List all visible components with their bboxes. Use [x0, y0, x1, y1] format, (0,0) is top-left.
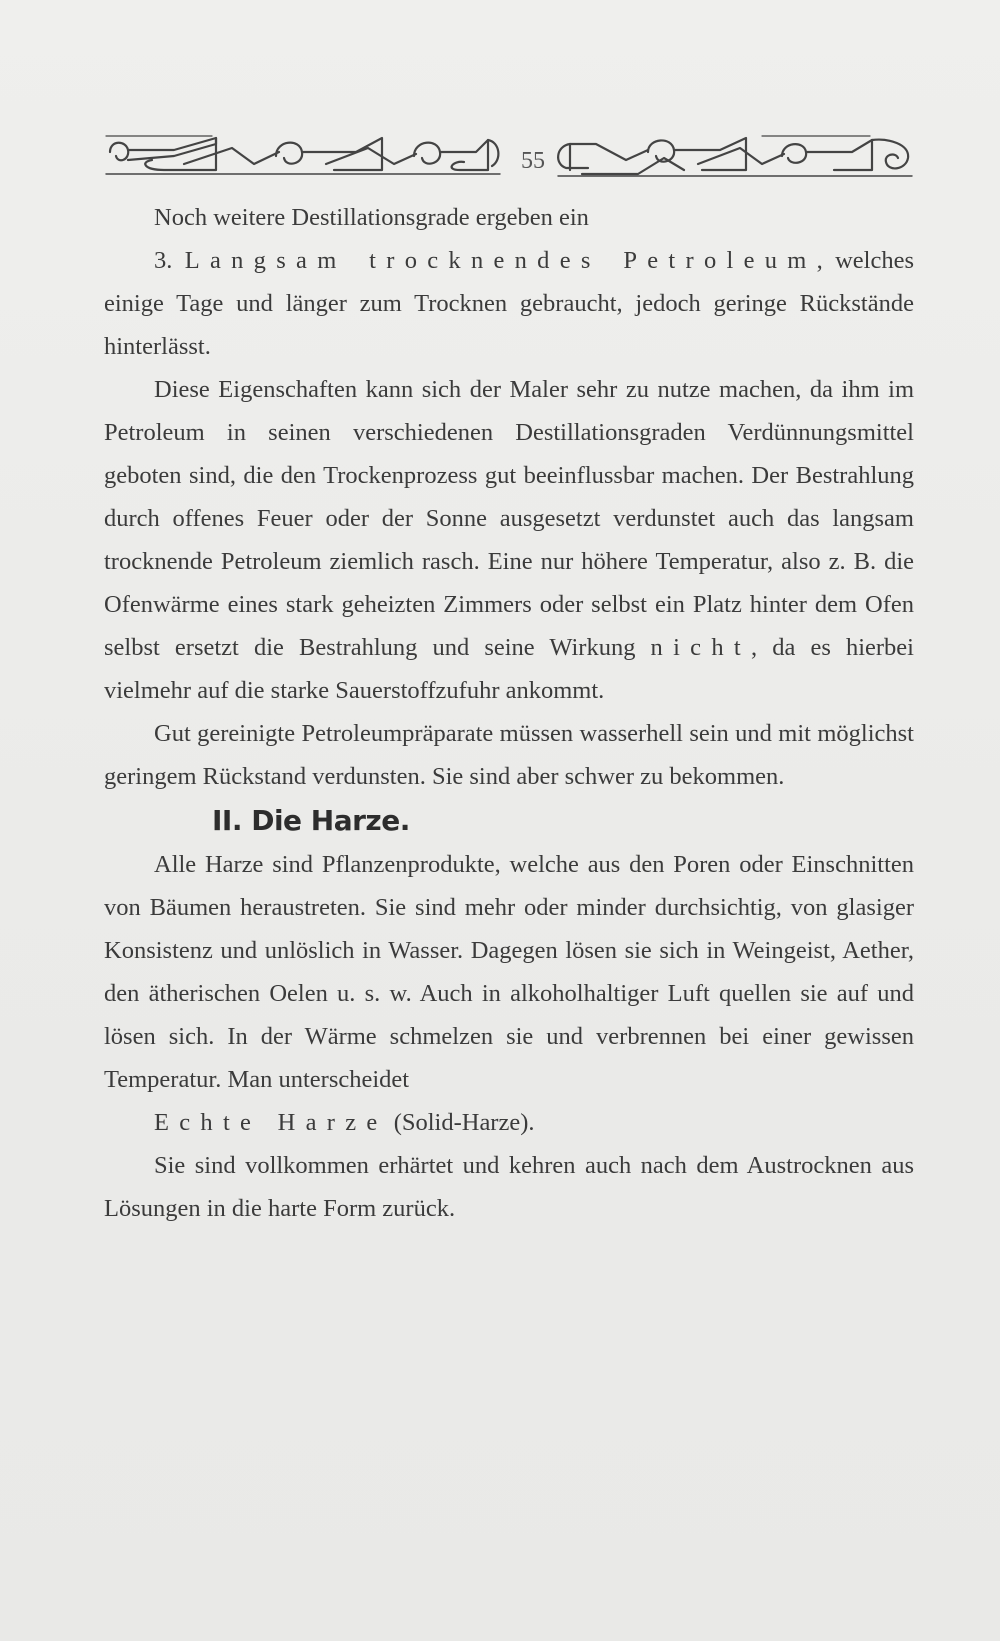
spaced-term: Echte Harze	[154, 1109, 388, 1136]
paragraph: Gut gereinigte Petroleumpräparate müssen wasserhell sein und mit möglichst geringem Rückstand verdunsten. Sie sind aber schwer zu bekommen.	[104, 720, 914, 790]
art-nouveau-scroll-ornament-icon	[104, 130, 504, 182]
paragraph-text: (Solid-Harze).	[387, 1109, 535, 1136]
paragraph	[104, 239, 914, 368]
paragraph	[104, 368, 914, 712]
art-nouveau-scroll-ornament-icon	[552, 130, 914, 182]
paragraph-text: , da es hierbei vielmehr auf die starke Sauerstoffzufuhr ankommt.	[104, 634, 914, 704]
paragraph: Sie sind vollkommen erhärtet und kehren auch nach dem Austrocknen aus Lösungen in die harte Form zurück.	[104, 1152, 914, 1222]
section-heading: II. Die Harze.	[212, 804, 410, 837]
page-number: 55	[521, 148, 545, 174]
spaced-term: nicht	[650, 634, 751, 661]
spaced-term: Langsam trocknendes Petroleum	[184, 247, 817, 274]
paragraph-text: , welches einige Tage und länger zum Trocknen gebraucht, jedoch geringe Rückstände hinterlässt.	[104, 247, 914, 360]
paragraph: Alle Harze sind Pflanzenprodukte, welche aus den Poren oder Einschnitten von Bäumen heraustreten. Sie sind mehr oder minder durchsichtig, von glasiger Konsistenz und unlöslich in Wasser. Dagegen lösen sie sich in Weingeist, Aether, den ätherischen Oelen u. s. w. Auch in alkoholhaltiger Luft quellen sie auf und lösen sich. In der Wärme schmelzen sie und verbrennen bei einer gewissen Temperatur. Man unterscheidet	[104, 851, 914, 1093]
page-header	[104, 130, 914, 182]
paragraph: Noch weitere Destillationsgrade ergeben ein	[154, 204, 589, 231]
paragraph-text: Diese Eigenschaften kann sich der Maler sehr zu nutze machen, da ihm im Petroleum in seinen verschiedenen Destillationsgraden Verdünnungsmittel geboten sind, die den Trockenprozess gut beeinflussbar machen. Der Bestrahlung durch offenes Feuer oder der Sonne ausgesetzt verdunstet auch das langsam trocknende Petroleum ziemlich rasch. Eine nur höhere Temperatur, also z. B. die Ofenwärme eines stark geheizten Zimmers oder selbst ein Platz hinter dem Ofen selbst ersetzt die Bestrahlung und seine Wirkung	[104, 376, 914, 661]
paragraph	[104, 1101, 914, 1144]
list-number: 3.	[154, 247, 185, 274]
page-body	[104, 196, 914, 1230]
